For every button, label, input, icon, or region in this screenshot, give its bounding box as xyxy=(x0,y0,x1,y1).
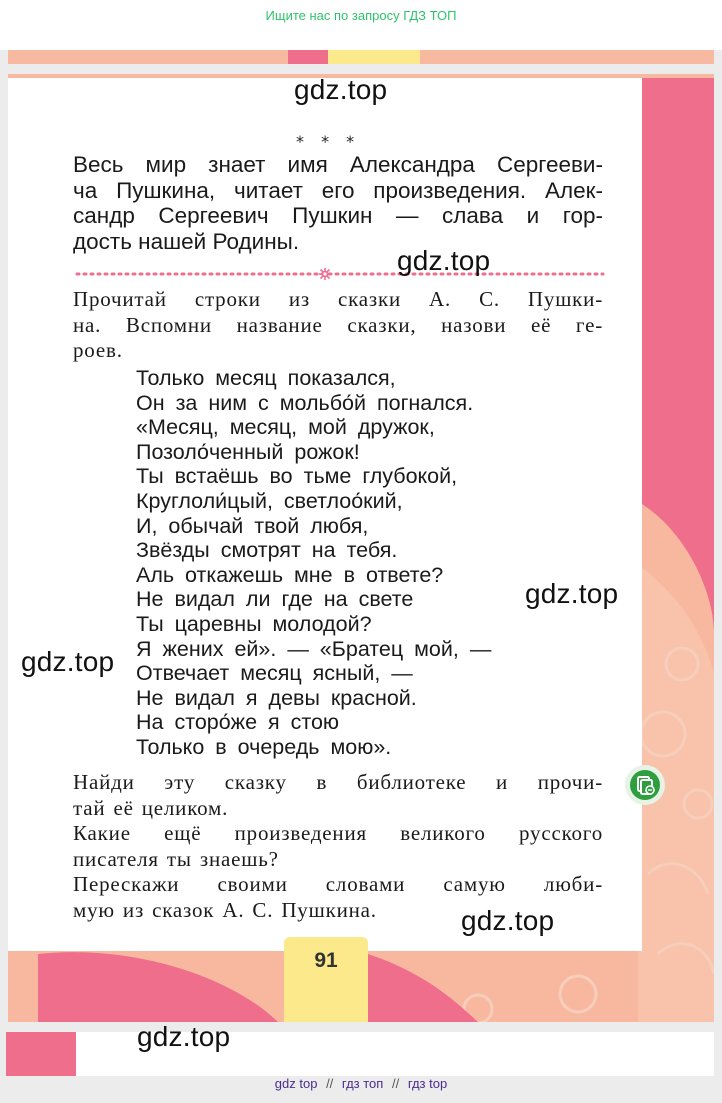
top-banner xyxy=(0,0,722,50)
poem-line: Ты царевны молодой? xyxy=(136,611,372,636)
strip-yellow-tab xyxy=(328,50,420,64)
poem-line: Ты встаёшь во тьме глубокой, xyxy=(136,464,458,489)
poem-line: Не видал я девы красной. xyxy=(136,685,417,710)
poem-line: Звёзды смотрят на тебя. xyxy=(136,538,398,563)
poem-line: Он за ним с мольбо́й погнался. xyxy=(136,390,474,415)
closing-line: тай её целиком. xyxy=(73,795,229,820)
task-line: на. Вспомни название сказки, назови её ге- xyxy=(73,312,603,337)
page-number: 91 xyxy=(314,949,338,972)
poem-line: Я жених ей». — «Братец мой, — xyxy=(136,636,492,661)
poem-line: И, обычай твой любя, xyxy=(136,513,369,538)
closing-line: Какие ещё произведения великого русского xyxy=(73,821,603,845)
watermark: gdz.top xyxy=(525,578,619,609)
banner-text[interactable]: Ищите нас по запросу ГДЗ ТОП xyxy=(265,8,457,23)
task-line: Прочитай строки из сказки А. С. Пушки- xyxy=(73,287,603,311)
poem-line: Отвечает месяц ясный, — xyxy=(136,661,413,686)
page-number-tab xyxy=(284,937,368,1022)
watermark: gdz.top xyxy=(21,646,115,677)
watermark: gdz.top xyxy=(397,245,491,276)
footer-link-gdz-top-ru[interactable]: гдз топ xyxy=(341,1076,384,1091)
watermark: gdz.top xyxy=(137,1021,231,1052)
poem-line: Круглоли́цый, светлоо́кий, xyxy=(136,488,403,513)
poem-line: Аль откажешь мне в ответе? xyxy=(136,562,444,587)
footer-link-gdz-top[interactable]: gdz top xyxy=(274,1076,318,1091)
footer-separator: // xyxy=(326,1076,334,1091)
next-page-pink-corner xyxy=(6,1032,76,1076)
closing-line: Перескажи своими словами самую люби- xyxy=(73,872,603,896)
footer-links xyxy=(0,1076,722,1103)
watermark: gdz.top xyxy=(461,905,555,936)
closing-line: писателя ты знаешь? xyxy=(73,846,279,871)
footer-separator: // xyxy=(391,1076,400,1091)
closing-line: Найди эту сказку в библиотеке и прочи- xyxy=(73,770,603,794)
task-line: роев. xyxy=(73,338,123,362)
next-page-strip xyxy=(6,1032,714,1076)
watermark: gdz.top xyxy=(294,74,388,105)
previous-page-strip xyxy=(8,50,714,64)
intro-line: Весь мир знает имя Александра Сергееви- xyxy=(73,152,603,177)
poem xyxy=(136,366,491,760)
poem-line: Только в очередь мою». xyxy=(136,734,392,759)
closing-line: мую из сказок А. С. Пушкина. xyxy=(73,897,377,922)
poem-line: Позоло́ченный рожок! xyxy=(136,439,360,464)
closing-paragraph xyxy=(73,770,603,923)
task-paragraph xyxy=(73,287,603,364)
app-logo-icon xyxy=(630,770,660,800)
section-stars: * * * xyxy=(296,132,361,151)
intro-line: сандр Сергеевич Пушкин — слава и гор- xyxy=(73,203,603,228)
intro-line: дость нашей Родины. xyxy=(73,228,300,254)
dotted-divider xyxy=(75,268,605,280)
strip-pink-shape xyxy=(288,50,328,64)
intro-paragraph xyxy=(73,152,603,254)
poem-line: Только месяц показался, xyxy=(136,366,396,390)
intro-line: ча Пушкина, читает его произведения. Алек- xyxy=(73,177,603,203)
solutions-app-button[interactable] xyxy=(625,765,665,805)
poem-line: На сторо́же я стою xyxy=(136,710,340,735)
poem-line: «Месяц, месяц, мой дружок, xyxy=(136,415,435,440)
poem-line: Не видал ли где на свете xyxy=(136,587,414,612)
sun-ornament-icon xyxy=(319,268,331,280)
footer-link-gdz-top-mixed[interactable]: гдз top xyxy=(407,1076,448,1091)
